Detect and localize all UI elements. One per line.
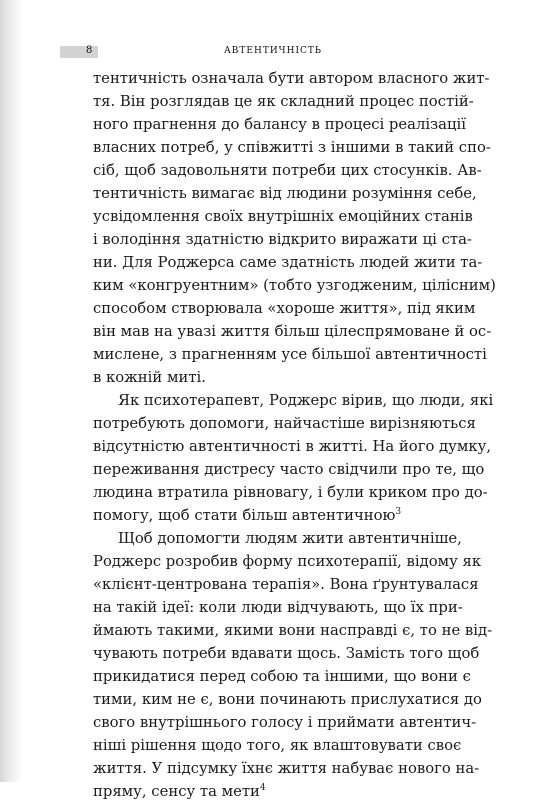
text-line: і володіння здатністю відкрито виражати ці ста-: [93, 231, 472, 248]
paragraph-1: [93, 67, 496, 389]
text-line: сіб, щоб задовольняти потреби цих стосунків. Ав-: [93, 162, 482, 179]
text-line: Як психотерапевт, Роджерс вірив, що люди, які: [118, 392, 494, 409]
text-line: чувають потреби вдавати щось. Замість того щоб: [93, 645, 480, 662]
text-line: ни. Для Роджерса саме здатність людей жити та-: [93, 254, 483, 271]
text-line: відсутністю автентичності в житті. На його думку,: [93, 438, 492, 455]
text-line: тими, ким не є, вони починають прислухатися до: [93, 691, 482, 708]
text-line: життя. У підсумку їхнє життя набуває нового на-: [93, 760, 480, 777]
text-line: Роджерс розробив форму психотерапії, відому як: [93, 553, 482, 570]
footnote-reference[interactable]: 3: [395, 507, 402, 518]
text-line: прикидатися перед собою та іншими, що вони є: [93, 668, 471, 685]
running-title: АВТЕНТИЧНІСТЬ: [223, 46, 323, 56]
text-line: тентичність вимагає від людини розуміння себе,: [93, 185, 477, 202]
paragraph-2: [93, 389, 494, 527]
text-line: усвідомлення своїх внутрішніх емоційних станів: [93, 208, 473, 225]
text-line: ного прагнення до балансу в процесі реалізації: [93, 116, 466, 133]
text-line: ким «конгруентним» (тобто узгодженим, цілісним): [93, 277, 496, 294]
text-line-with-note: [93, 780, 455, 803]
page-header: [60, 43, 486, 59]
text-line: на такій ідеї: коли люди відчувають, що їх при-: [93, 599, 463, 616]
text-line-content: пряму, сенсу та мети: [93, 783, 260, 800]
text-line: «клієнт-центрована терапія». Вона ґрунтувалася: [93, 576, 479, 593]
paragraph-3: [93, 527, 493, 803]
text-line: тентичність означала бути автором власного жит-: [93, 70, 490, 87]
text-line: ймають такими, якими вони насправді є, то не від-: [93, 622, 493, 639]
text-line: власних потреб, у співжитті з іншими в такий спо-: [93, 139, 491, 156]
text-line: Щоб допомогти людям жити автентичніше,: [118, 530, 462, 547]
text-line-with-note: [93, 504, 455, 527]
text-line: свого внутрішнього голосу і приймати автентич-: [93, 714, 477, 731]
spine-shadow: [0, 0, 22, 782]
page-number: 8: [86, 45, 93, 56]
text-line-content: помогу, щоб стати більш автентичною: [93, 507, 396, 524]
text-line: ніші рішення щодо того, як влаштовувати своє: [93, 737, 462, 754]
text-line: способом створювала «хороше життя», під яким: [93, 300, 476, 317]
text-line: потребують допомоги, найчастіше вирізняються: [93, 415, 476, 432]
body-text: [93, 67, 496, 803]
text-line: людина втратила рівновагу, і були криком про до-: [93, 484, 488, 501]
text-line: мислене, з прагненням усе більшої автентичності: [93, 346, 487, 363]
text-line: він мав на увазі життя більш цілеспрямоване й ос-: [93, 323, 492, 340]
text-line: в кожній миті.: [93, 369, 206, 386]
text-line: переживання дистресу часто свідчили про те, що: [93, 461, 485, 478]
footnote-reference[interactable]: 4: [259, 783, 266, 794]
text-line: тя. Він розглядав це як складний процес постій-: [93, 93, 474, 110]
